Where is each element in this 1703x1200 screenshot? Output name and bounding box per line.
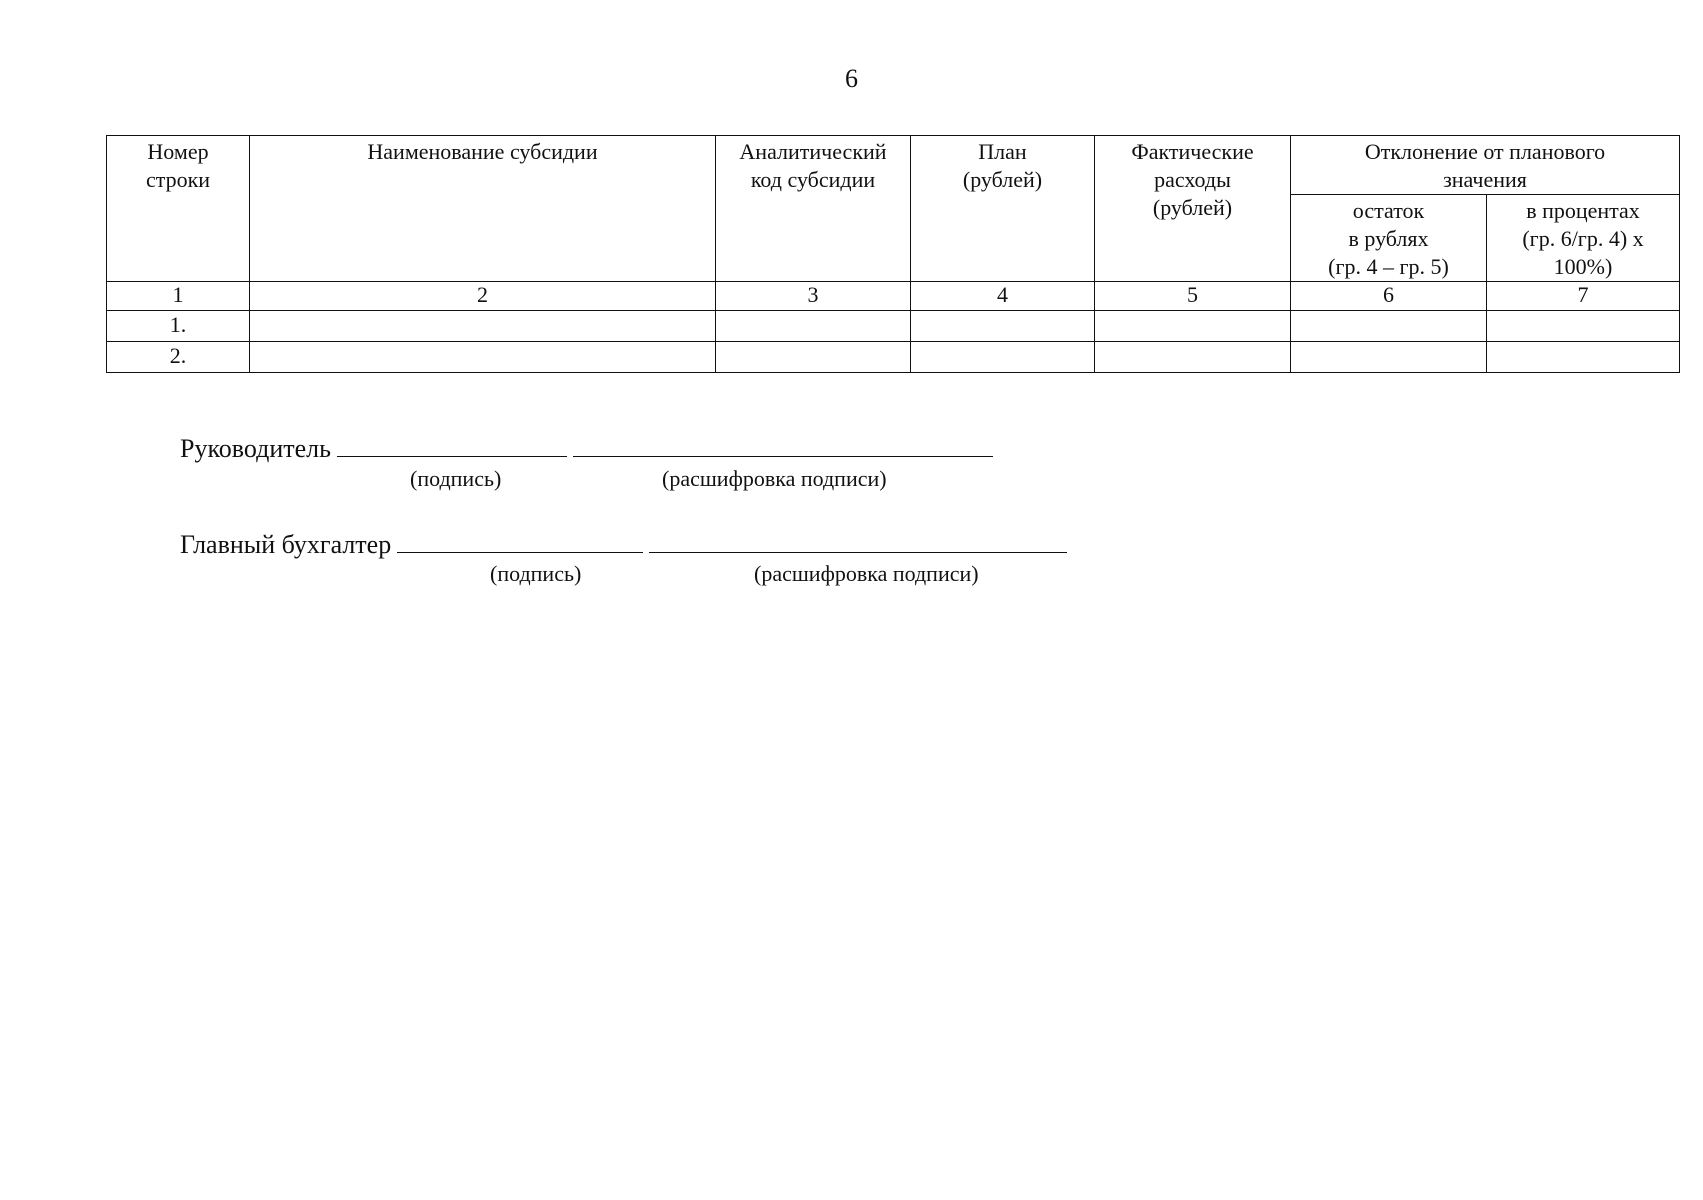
header-deviation-percent: в процентах (гр. 6/гр. 4) х 100%) — [1487, 195, 1680, 282]
empty-cell — [716, 342, 911, 373]
column-number: 6 — [1291, 282, 1487, 311]
empty-cell — [1487, 311, 1680, 342]
empty-cell — [1487, 342, 1680, 373]
subsidy-report-table — [106, 135, 1680, 373]
table-row — [107, 311, 1680, 342]
head-name-caption: (расшифровка подписи) — [662, 466, 887, 491]
head-signature-line — [180, 432, 993, 464]
empty-cell — [1095, 342, 1291, 373]
head-signature-caption: (подпись) — [410, 466, 502, 491]
header-actual: Фактические расходы (рублей) — [1095, 136, 1291, 282]
column-number: 1 — [107, 282, 250, 311]
header-plan: План (рублей) — [911, 136, 1095, 282]
header-analytic-code: Аналитический код субсидии — [716, 136, 911, 282]
header-deviation: Отклонение от планового значения — [1291, 136, 1680, 195]
header-deviation-rubles: остаток в рублях (гр. 4 – гр. 5) — [1291, 195, 1487, 282]
column-number: 4 — [911, 282, 1095, 311]
column-numbers-row — [107, 282, 1680, 311]
column-number: 5 — [1095, 282, 1291, 311]
accountant-signature-line — [180, 528, 1067, 560]
header-row-number: Номер строки — [107, 136, 250, 282]
column-number: 7 — [1487, 282, 1680, 311]
empty-cell — [1291, 342, 1487, 373]
empty-cell — [716, 311, 911, 342]
row-number-cell: 2. — [107, 342, 250, 373]
table-row — [107, 342, 1680, 373]
page-number: 6 — [845, 64, 858, 93]
empty-cell — [1291, 311, 1487, 342]
column-number: 3 — [716, 282, 911, 311]
head-signature-blank — [337, 432, 567, 457]
header-subsidy-name: Наименование субсидии — [250, 136, 716, 282]
row-number-cell: 1. — [107, 311, 250, 342]
empty-cell — [911, 311, 1095, 342]
accountant-signature-caption: (подпись) — [490, 561, 582, 586]
empty-cell — [250, 311, 716, 342]
accountant-label: Главный бухгалтер — [180, 530, 392, 559]
head-name-blank — [573, 432, 993, 457]
empty-cell — [911, 342, 1095, 373]
accountant-name-caption: (расшифровка подписи) — [754, 561, 979, 586]
column-number: 2 — [250, 282, 716, 311]
accountant-name-blank — [649, 528, 1067, 553]
head-label: Руководитель — [180, 434, 331, 463]
empty-cell — [1095, 311, 1291, 342]
empty-cell — [250, 342, 716, 373]
header-row-1 — [107, 136, 1680, 195]
accountant-signature-blank — [397, 528, 643, 553]
